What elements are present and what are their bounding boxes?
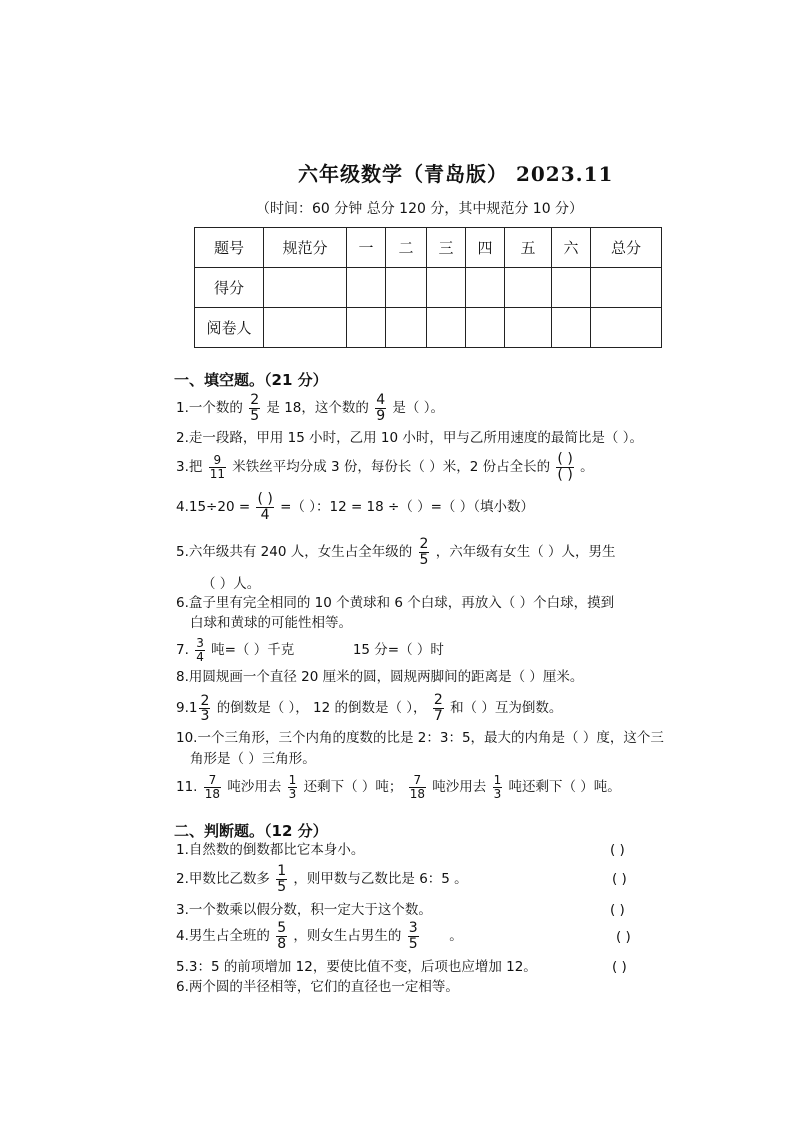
denominator: 4 [196, 649, 204, 664]
q-text: 。 [580, 459, 594, 476]
fraction [493, 774, 503, 800]
denominator: 18 [409, 786, 425, 801]
q-text: 2.甲数比乙数多 [176, 871, 270, 888]
score-cell[interactable] [264, 268, 347, 308]
score-cell[interactable] [591, 268, 662, 308]
denominator: 9 [376, 407, 386, 424]
judge-4 [176, 921, 463, 951]
question-7 [176, 637, 444, 663]
score-cell[interactable] [466, 268, 505, 308]
numerator: 4 [376, 392, 386, 408]
fraction [409, 774, 426, 800]
judge-answer[interactable]: ( ) [612, 871, 627, 887]
judge-answer[interactable]: ( ) [610, 842, 625, 858]
denominator: 7 [433, 707, 443, 724]
question-5-cont: （ ）人。 [202, 576, 261, 592]
q-text: ，则女生占男生的 [293, 928, 402, 945]
question-3 [176, 452, 594, 482]
q-text: 1.一个数的 [176, 400, 243, 417]
row-label: 得分 [195, 268, 264, 308]
fraction [288, 774, 298, 800]
answer-fraction[interactable] [256, 492, 273, 522]
q-text: 9. [176, 700, 189, 717]
fraction [419, 537, 430, 567]
judge-5: 5.3：5 的前项增加 12，要使比值不变，后项也应增加 12。 [176, 959, 537, 975]
grader-cell[interactable] [427, 308, 466, 348]
question-9 [176, 693, 562, 724]
fraction [204, 774, 221, 800]
question-6: 6.盒子里有完全相同的 10 个黄球和 6 个白球，再放入（ ）个白球，摸到 [176, 595, 615, 611]
grader-row [195, 308, 662, 348]
grader-cell[interactable] [552, 308, 591, 348]
numerator: 7 [204, 774, 221, 788]
q-text: 吨=（ ）千克 [211, 642, 295, 659]
question-10-cont: 角形是（ ）三角形。 [190, 751, 316, 767]
numerator: 9 [209, 454, 226, 468]
numerator: 2 [433, 692, 443, 708]
question-4 [176, 492, 534, 522]
header-cell: 四 [466, 228, 505, 268]
judge-6: 6.两个圆的半径相等，它们的直径也一定相等。 [176, 979, 459, 995]
fraction [249, 393, 260, 423]
score-cell[interactable] [552, 268, 591, 308]
section-title: 二、判断题。（12 分） [174, 822, 328, 840]
q-text: 吨还剩下（ ）吨。 [508, 779, 621, 796]
q-text: =（ ）：12 = 18 ÷（ ）=（ ）（填小数） [280, 499, 534, 516]
denominator: 4 [260, 506, 270, 523]
q-text: 米铁丝平均分成 3 份，每份长（ ）米，2 份占全长的 [232, 459, 551, 476]
numerator: 1 [493, 773, 502, 787]
numerator: 5 [277, 920, 287, 936]
numerator: 3 [196, 636, 204, 650]
judge-answer[interactable]: ( ) [610, 902, 625, 918]
q-text: 7. [176, 642, 189, 659]
q-text: 5.六年级共有 240 人，女生占全年级的 [176, 544, 413, 561]
whole-part: 1 [188, 700, 198, 717]
header-cell: 一 [347, 228, 386, 268]
q-text: 15 分=（ ）时 [352, 642, 444, 659]
denominator: 18 [204, 786, 221, 801]
fraction [375, 393, 386, 423]
score-cell[interactable] [386, 268, 427, 308]
grader-cell[interactable] [505, 308, 552, 348]
q-text: 的倒数是（ ）， 12 的倒数是（ ）， [216, 700, 427, 717]
judge-answer[interactable]: ( ) [616, 929, 631, 945]
denominator: 8 [277, 935, 287, 952]
header-cell: 总分 [591, 228, 662, 268]
question-6-cont: 白球和黄球的可能性相等。 [190, 615, 352, 631]
header-cell: 六 [552, 228, 591, 268]
header-cell: 题号 [195, 228, 264, 268]
denominator: 3 [288, 786, 297, 801]
numerator: 3 [408, 920, 418, 936]
judge-answer[interactable]: ( ) [612, 959, 627, 975]
row-label: 阅卷人 [195, 308, 264, 348]
fraction [408, 921, 419, 951]
q-text: 吨沙用去 [432, 779, 487, 796]
denominator: 5 [250, 407, 260, 424]
score-row [195, 268, 662, 308]
grader-cell[interactable] [347, 308, 386, 348]
page-title: 六年级数学（青岛版） 2023.11 [298, 162, 614, 186]
q-text: 还剩下（ ）吨； [303, 779, 403, 796]
mixed-number [189, 694, 213, 724]
score-cell[interactable] [427, 268, 466, 308]
denominator: 5 [419, 551, 429, 568]
grader-cell[interactable] [386, 308, 427, 348]
question-5 [176, 537, 616, 567]
q-text: 3.把 [176, 459, 203, 476]
question-8: 8.用圆规画一个直径 20 厘米的圆，圆规两脚间的距离是（ ）厘米。 [176, 669, 584, 685]
q-text: 是 18，这个数的 [266, 400, 369, 417]
numerator: 2 [200, 692, 210, 709]
section-title: 一、填空题。（21 分） [174, 371, 328, 389]
numerator: 2 [419, 536, 429, 552]
q-text: ，则甲数与乙数比是 6：5 。 [293, 871, 468, 888]
denominator: 5 [408, 935, 418, 952]
grader-cell[interactable] [591, 308, 662, 348]
q-text: 和（ ）互为倒数。 [450, 700, 563, 717]
q-text: 11. [176, 779, 198, 796]
denominator: 11 [209, 466, 225, 481]
numerator: 1 [277, 863, 287, 879]
question-11 [176, 774, 621, 800]
numerator: 2 [250, 392, 260, 408]
score-table [194, 227, 662, 348]
score-header-row [195, 228, 662, 268]
header-cell: 五 [505, 228, 552, 268]
q-text: 吨沙用去 [227, 779, 282, 796]
exam-info: （时间：60 分钟 总分 120 分，其中规范分 10 分） [256, 201, 584, 217]
q-text: 4.15÷20 = [176, 499, 251, 516]
denominator: 3 [493, 786, 502, 801]
fraction [276, 864, 287, 894]
judge-1: 1.自然数的倒数都比它本身小。 [176, 842, 365, 858]
answer-fraction[interactable] [556, 452, 573, 482]
grader-cell[interactable] [264, 308, 347, 348]
fraction [195, 637, 205, 663]
score-cell[interactable] [505, 268, 552, 308]
denominator: 3 [200, 708, 210, 725]
question-1 [176, 393, 444, 423]
score-cell[interactable] [347, 268, 386, 308]
fraction [276, 921, 287, 951]
q-text: 是（ ）。 [392, 400, 444, 417]
numerator-blank[interactable]: ( ) [557, 451, 573, 467]
numerator: 1 [288, 773, 297, 787]
fraction [199, 694, 210, 724]
grader-cell[interactable] [466, 308, 505, 348]
denominator: 5 [277, 878, 287, 895]
fraction [433, 693, 444, 723]
q-text: 。 [449, 928, 463, 945]
numerator-blank[interactable]: ( ) [257, 491, 273, 507]
denominator-blank[interactable]: ( ) [557, 466, 573, 483]
question-2: 2.走一段路，甲用 15 小时，乙用 10 小时，甲与乙所用速度的最简比是（ ）。 [176, 430, 643, 446]
q-text: ，六年级有女生（ ）人，男生 [435, 544, 616, 561]
judge-2 [176, 864, 468, 894]
judge-3: 3.一个数乘以假分数，积一定大于这个数。 [176, 902, 432, 918]
fraction [209, 454, 226, 480]
header-cell: 规范分 [264, 228, 347, 268]
header-cell: 三 [427, 228, 466, 268]
q-text: 4.男生占全班的 [176, 928, 270, 945]
numerator: 7 [409, 774, 426, 788]
question-10: 10.一个三角形，三个内角的度数的比是 2：3：5，最大的内角是（ ）度，这个三 [176, 730, 664, 746]
header-cell: 二 [386, 228, 427, 268]
